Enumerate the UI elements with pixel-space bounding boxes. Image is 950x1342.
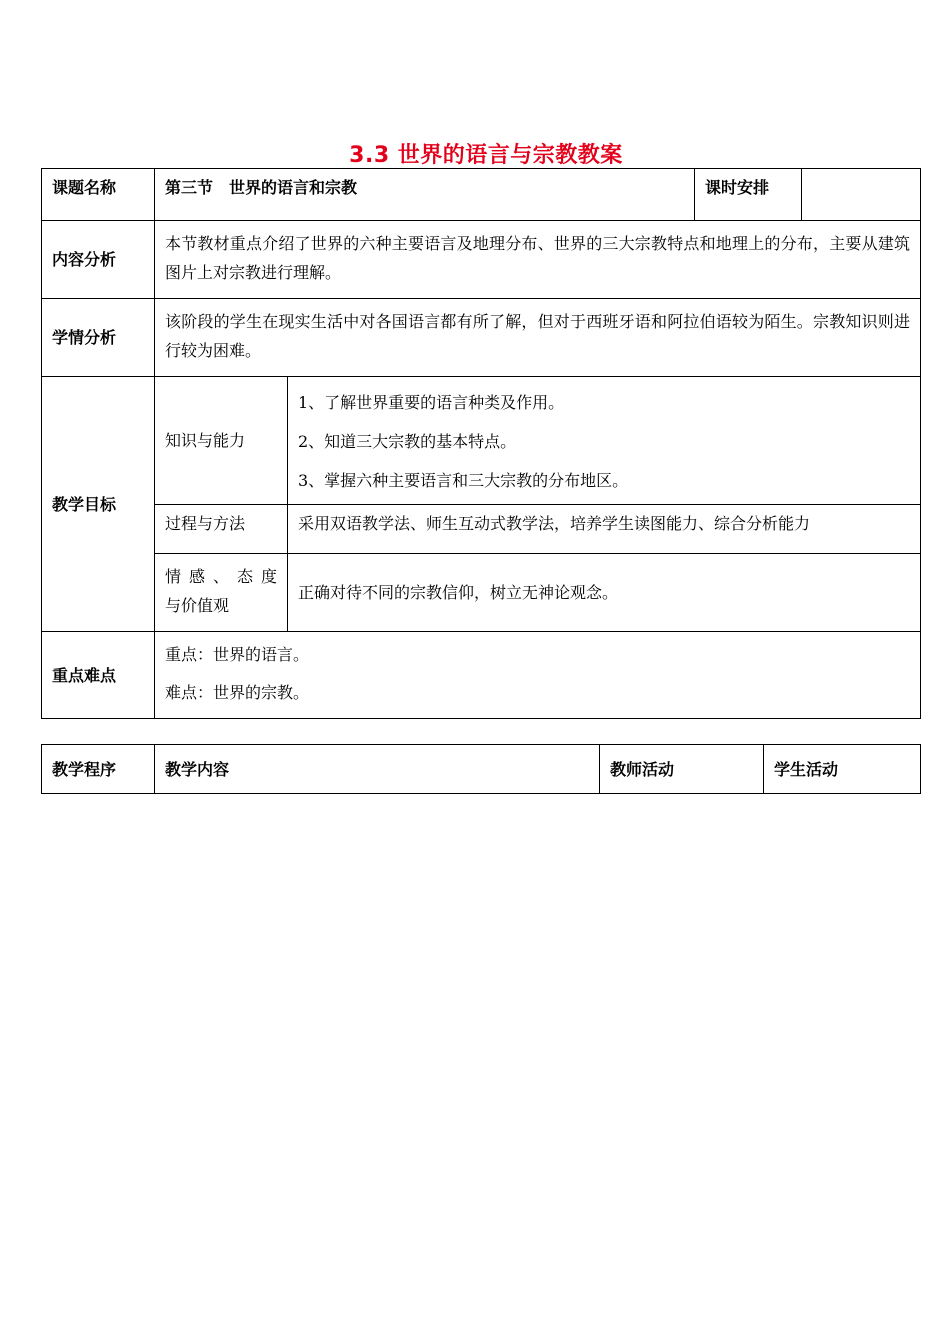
content-analysis-text: 本节教材重点介绍了世界的六种主要语言及地理分布、世界的三大宗教特点和地理上的分布，主要从建筑图片上对宗教进行理解。	[155, 221, 921, 299]
key-points-label: 重点难点	[42, 632, 155, 719]
goals-knowledge-row	[42, 377, 921, 505]
key-points-content	[155, 632, 921, 719]
goals-label: 教学目标	[42, 377, 155, 632]
procedure-table	[41, 744, 921, 794]
procedure-header-row	[42, 745, 921, 794]
key-point: 重点：世界的语言。	[165, 645, 310, 664]
learner-analysis-row	[42, 299, 921, 377]
schedule-label: 课时安排	[695, 169, 802, 221]
topic-row	[42, 169, 921, 221]
knowledge-items	[288, 377, 921, 505]
procedure-col-program: 教学程序	[42, 745, 155, 794]
procedure-col-teacher: 教师活动	[600, 745, 764, 794]
emotion-label-line2: 与价值观	[165, 596, 230, 615]
knowledge-item: 2、知道三大宗教的基本特点。	[298, 432, 517, 451]
procedure-col-content: 教学内容	[155, 745, 600, 794]
topic-value: 第三节 世界的语言和宗教	[155, 169, 695, 221]
topic-label: 课题名称	[42, 169, 155, 221]
key-points-row	[42, 632, 921, 719]
emotion-text: 正确对待不同的宗教信仰，树立无神论观念。	[288, 554, 921, 632]
content-analysis-row	[42, 221, 921, 299]
goals-emotion-row	[42, 554, 921, 632]
process-text: 采用双语教学法、师生互动式教学法，培养学生读图能力、综合分析能力	[288, 505, 921, 554]
knowledge-item: 1、了解世界重要的语言种类及作用。	[298, 393, 565, 412]
goals-process-row	[42, 505, 921, 554]
lesson-plan-table	[41, 168, 921, 719]
emotion-label	[155, 554, 288, 632]
emotion-label-line1: 情感、态度	[165, 567, 277, 586]
procedure-col-student: 学生活动	[764, 745, 921, 794]
document-title: 3.3 世界的语言与宗教教案	[349, 143, 623, 168]
learner-analysis-text: 该阶段的学生在现实生活中对各国语言都有所了解，但对于西班牙语和阿拉伯语较为陌生。宗教知识则进行较为困难。	[155, 299, 921, 377]
knowledge-item: 3、掌握六种主要语言和三大宗教的分布地区。	[298, 471, 629, 490]
schedule-value	[802, 169, 921, 221]
knowledge-label: 知识与能力	[155, 377, 288, 505]
learner-analysis-label: 学情分析	[42, 299, 155, 377]
difficult-point: 难点：世界的宗教。	[165, 683, 310, 702]
process-label: 过程与方法	[155, 505, 288, 554]
content-analysis-label: 内容分析	[42, 221, 155, 299]
